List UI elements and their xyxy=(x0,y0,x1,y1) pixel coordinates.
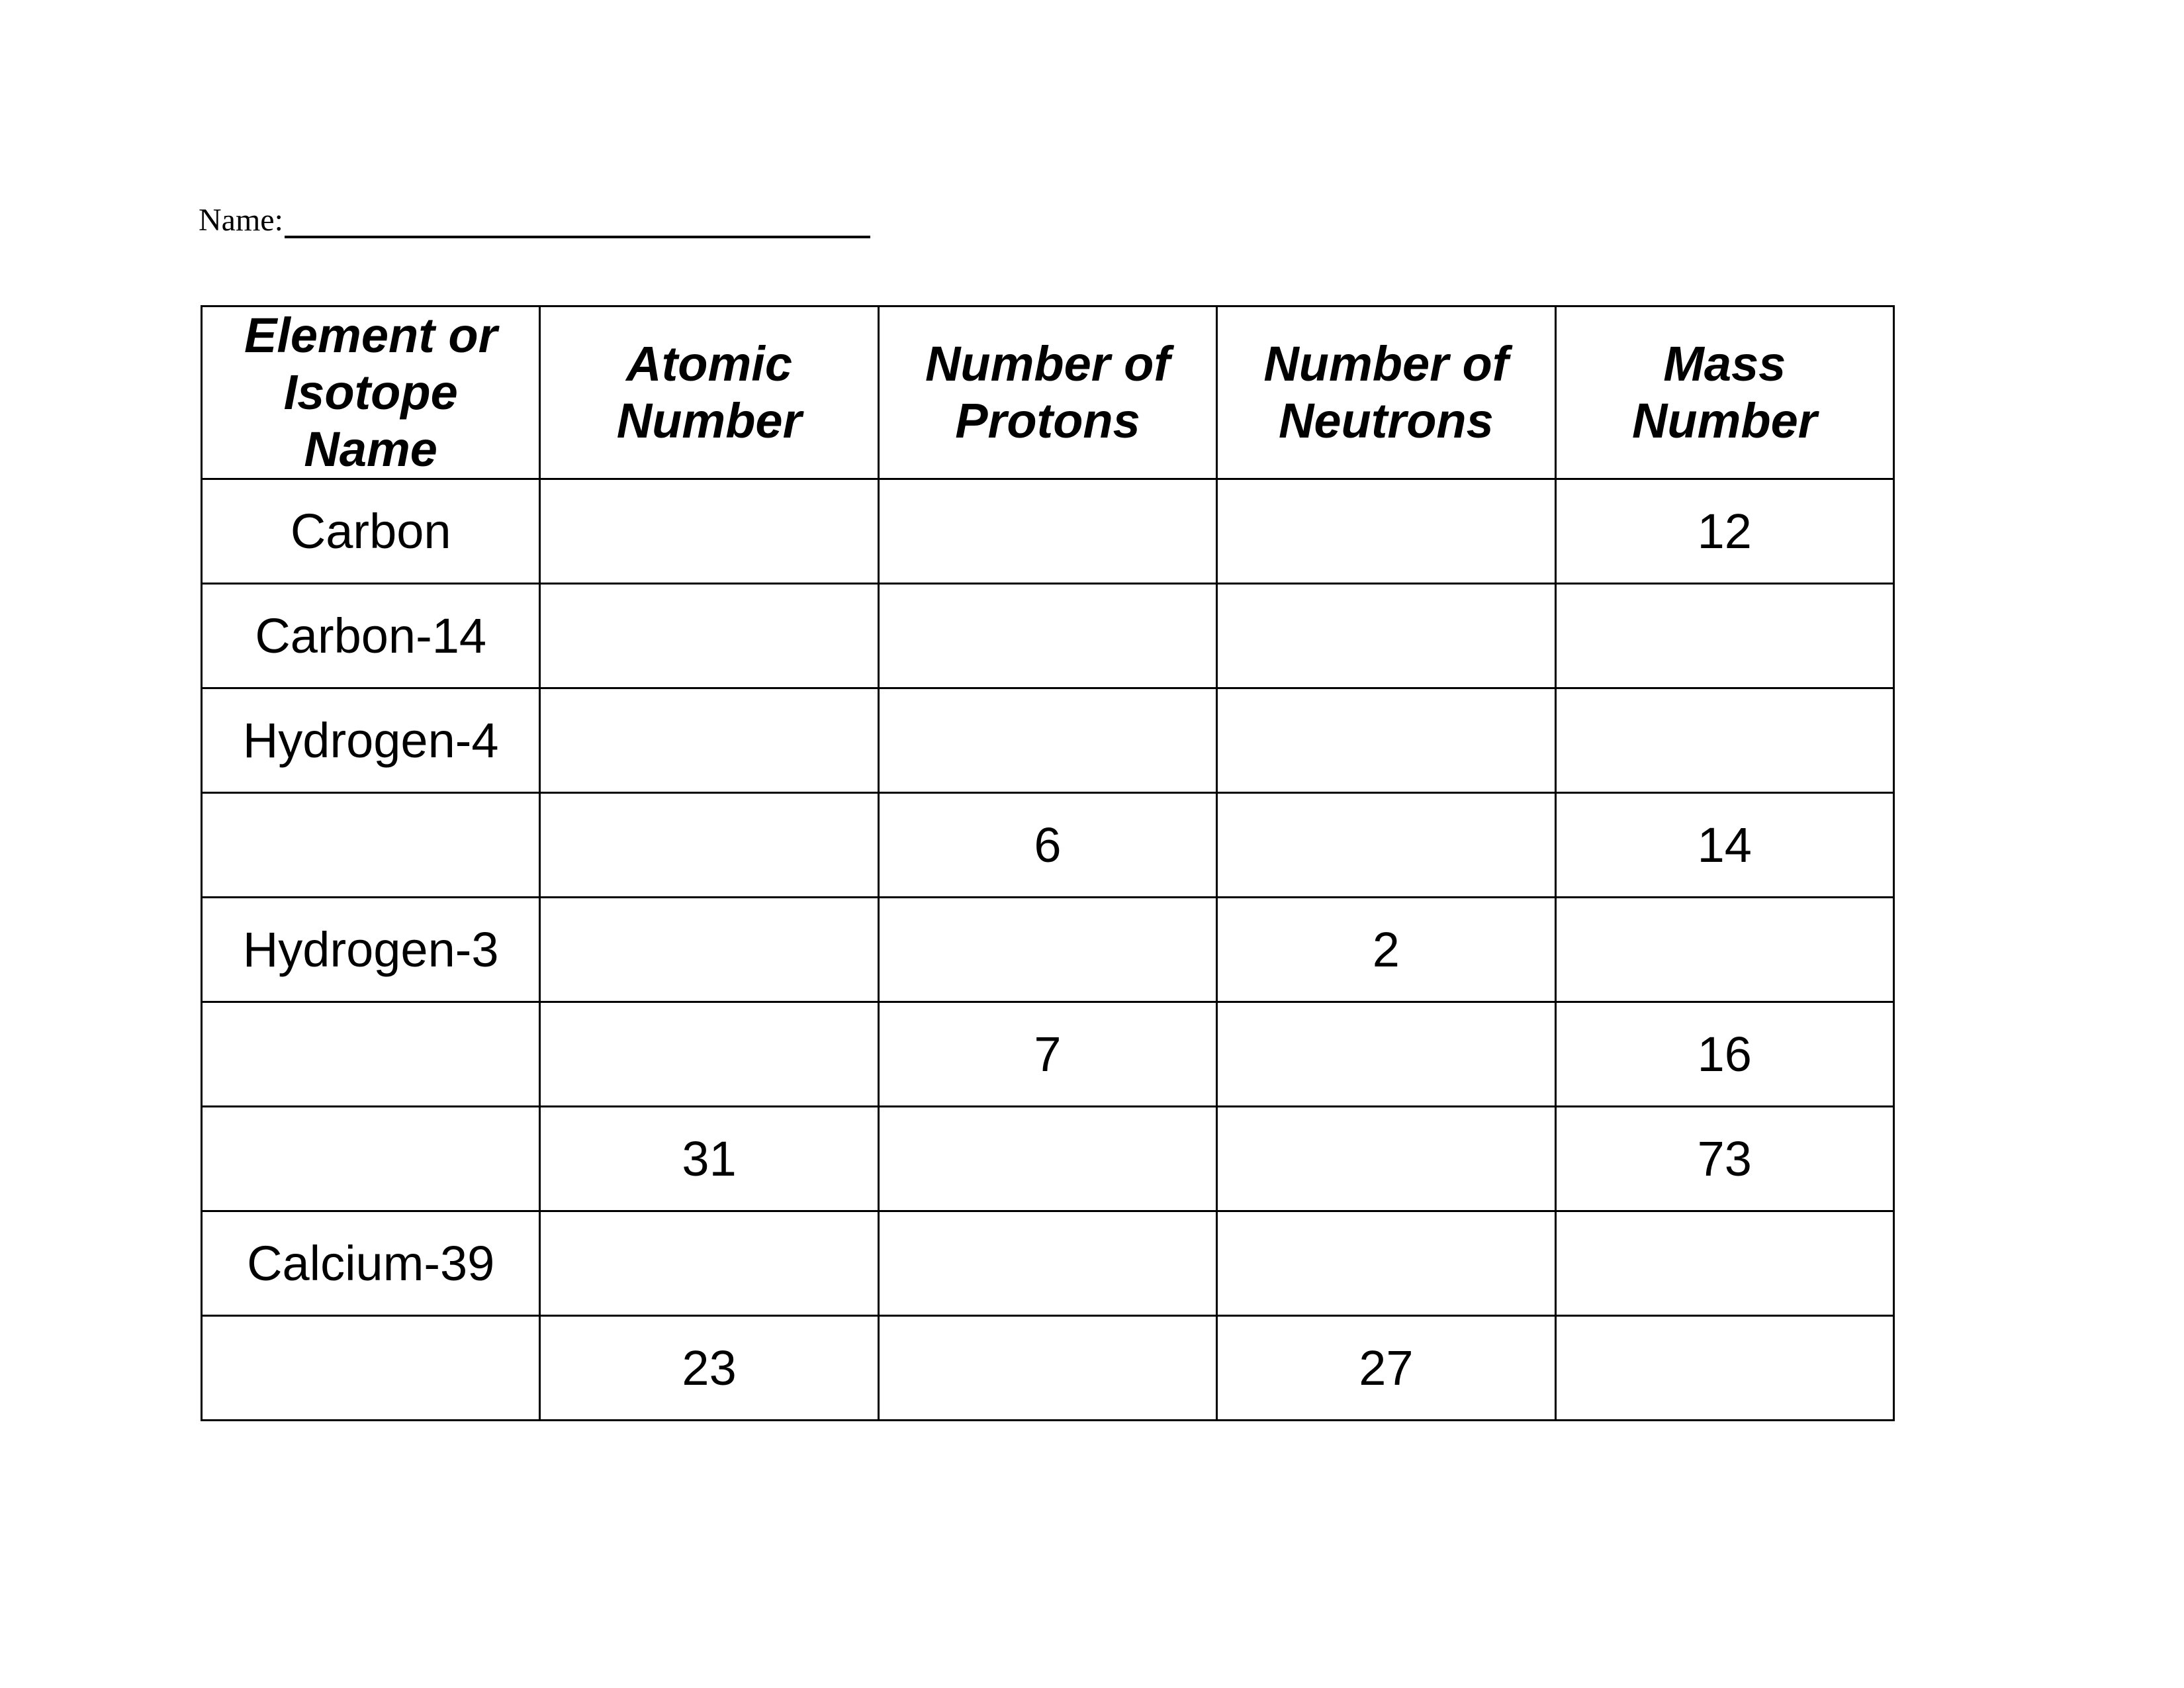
cell-mass-number[interactable] xyxy=(1555,898,1893,1002)
table-row xyxy=(202,1002,1894,1107)
cell-mass-number[interactable]: 14 xyxy=(1555,793,1893,898)
cell-protons[interactable] xyxy=(878,1211,1216,1316)
header-number-of-neutrons: Number of Neutrons xyxy=(1217,306,1555,479)
cell-element-name[interactable] xyxy=(202,1107,540,1211)
cell-protons[interactable] xyxy=(878,1107,1216,1211)
cell-neutrons[interactable]: 27 xyxy=(1217,1316,1555,1421)
cell-element-name[interactable]: Hydrogen-4 xyxy=(202,688,540,793)
cell-mass-number[interactable] xyxy=(1555,1211,1893,1316)
table-body xyxy=(202,479,1894,1421)
header-atomic-number: Atomic Number xyxy=(540,306,878,479)
cell-element-name[interactable] xyxy=(202,1002,540,1107)
cell-neutrons[interactable] xyxy=(1217,479,1555,584)
table-row xyxy=(202,479,1894,584)
table-row xyxy=(202,1107,1894,1211)
cell-protons[interactable]: 6 xyxy=(878,793,1216,898)
cell-protons[interactable] xyxy=(878,584,1216,688)
cell-protons[interactable] xyxy=(878,898,1216,1002)
name-label: Name: xyxy=(199,203,283,238)
table-row xyxy=(202,584,1894,688)
isotope-table xyxy=(201,305,1895,1421)
cell-neutrons[interactable] xyxy=(1217,1107,1555,1211)
cell-mass-number[interactable] xyxy=(1555,584,1893,688)
header-mass-number: Mass Number xyxy=(1555,306,1893,479)
header-number-of-protons: Number of Protons xyxy=(878,306,1216,479)
header-element-name: Element or Isotope Name xyxy=(202,306,540,479)
cell-atomic-number[interactable] xyxy=(540,688,878,793)
cell-mass-number[interactable] xyxy=(1555,688,1893,793)
cell-element-name[interactable]: Carbon-14 xyxy=(202,584,540,688)
cell-neutrons[interactable] xyxy=(1217,1211,1555,1316)
cell-element-name[interactable]: Hydrogen-3 xyxy=(202,898,540,1002)
cell-neutrons[interactable] xyxy=(1217,584,1555,688)
cell-mass-number[interactable]: 73 xyxy=(1555,1107,1893,1211)
cell-atomic-number[interactable]: 23 xyxy=(540,1316,878,1421)
cell-atomic-number[interactable] xyxy=(540,1002,878,1107)
cell-neutrons[interactable] xyxy=(1217,688,1555,793)
cell-atomic-number[interactable] xyxy=(540,793,878,898)
cell-atomic-number[interactable] xyxy=(540,898,878,1002)
cell-atomic-number[interactable] xyxy=(540,1211,878,1316)
name-blank-line[interactable] xyxy=(285,204,870,238)
cell-element-name[interactable] xyxy=(202,1316,540,1421)
header-row xyxy=(202,306,1894,479)
name-field xyxy=(199,199,870,238)
table-row xyxy=(202,793,1894,898)
cell-protons[interactable]: 7 xyxy=(878,1002,1216,1107)
cell-protons[interactable] xyxy=(878,1316,1216,1421)
cell-neutrons[interactable]: 2 xyxy=(1217,898,1555,1002)
table-header xyxy=(202,306,1894,479)
cell-mass-number[interactable]: 16 xyxy=(1555,1002,1893,1107)
cell-atomic-number[interactable] xyxy=(540,479,878,584)
table-row xyxy=(202,1316,1894,1421)
cell-mass-number[interactable]: 12 xyxy=(1555,479,1893,584)
table-row xyxy=(202,1211,1894,1316)
table-row xyxy=(202,898,1894,1002)
cell-neutrons[interactable] xyxy=(1217,1002,1555,1107)
cell-element-name[interactable]: Carbon xyxy=(202,479,540,584)
cell-protons[interactable] xyxy=(878,688,1216,793)
cell-protons[interactable] xyxy=(878,479,1216,584)
cell-atomic-number[interactable] xyxy=(540,584,878,688)
cell-element-name[interactable]: Calcium-39 xyxy=(202,1211,540,1316)
cell-mass-number[interactable] xyxy=(1555,1316,1893,1421)
table-row xyxy=(202,688,1894,793)
cell-element-name[interactable] xyxy=(202,793,540,898)
cell-neutrons[interactable] xyxy=(1217,793,1555,898)
cell-atomic-number[interactable]: 31 xyxy=(540,1107,878,1211)
